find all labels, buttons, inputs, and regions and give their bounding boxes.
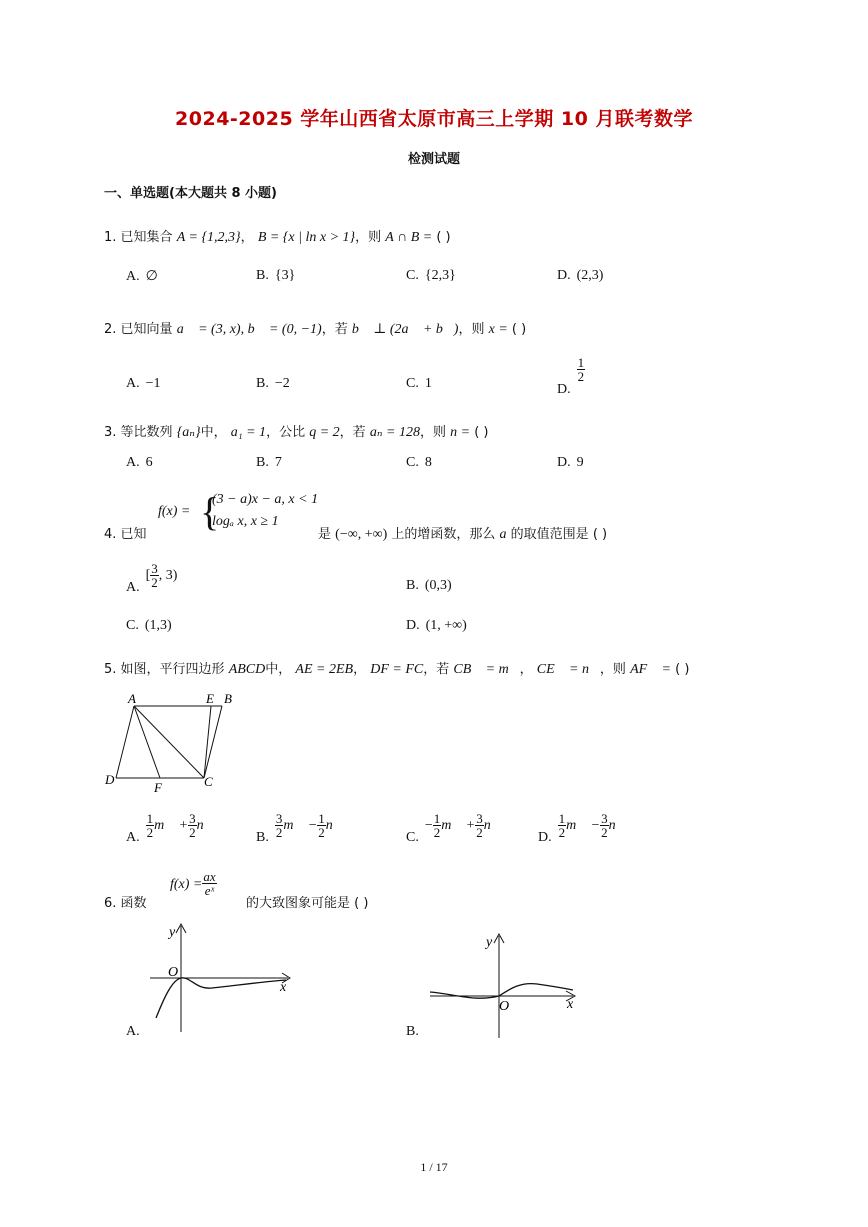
fraction-denominator: 2: [433, 825, 441, 840]
label-b: B: [224, 691, 232, 706]
fraction-numerator: 3: [476, 811, 483, 826]
piece-2: logₐ x, x ≥ 1: [212, 514, 279, 529]
fraction-numerator: ax: [203, 869, 216, 884]
fraction-denominator: 2: [476, 825, 483, 840]
math-expr: x =: [488, 322, 508, 337]
question-text: 中，: [265, 662, 292, 677]
fraction: [146, 812, 155, 839]
question-number: 2.: [104, 322, 117, 337]
question-text: 等比数列: [120, 425, 173, 440]
question-number: 5.: [104, 662, 117, 677]
graph-option-b: [406, 1024, 425, 1040]
curve: [156, 978, 286, 1018]
question-text: ，若: [423, 662, 450, 677]
origin-label: O: [168, 965, 179, 980]
fraction-denominator: eˣ: [204, 883, 215, 898]
question-6-tail: [246, 892, 368, 911]
math-expr: A = {1,2,3}: [176, 230, 241, 245]
option-value: , 3): [158, 568, 178, 583]
math-expr: q = 2: [309, 425, 340, 440]
option-label: A.: [126, 269, 140, 284]
option-label: A.: [126, 830, 140, 845]
fraction: [577, 356, 586, 383]
vector-term: n⃗: [196, 818, 215, 833]
option-label: C.: [406, 268, 419, 283]
question-2: [104, 318, 526, 338]
fraction: [600, 812, 609, 839]
option-label: B.: [256, 268, 269, 283]
fraction: [317, 812, 326, 839]
origin-label: O: [499, 999, 510, 1014]
option-label: C.: [406, 830, 419, 845]
fraction-numerator: 1: [558, 811, 566, 826]
option-d: [406, 618, 467, 634]
answer-paren: ( ): [354, 896, 369, 911]
math-expr: a⃗ = (3, x), b⃗ = (0, −1): [176, 322, 322, 337]
question-text: ，则: [458, 322, 485, 337]
separator: ，: [353, 662, 367, 677]
option-label: A.: [126, 1024, 140, 1039]
label-e: E: [206, 691, 214, 706]
fraction-numerator: 3: [601, 811, 608, 826]
graph-a: [140, 918, 310, 1038]
question-text: 函数: [120, 896, 147, 911]
question-text: ，则: [599, 662, 626, 677]
answer-paren: ( ): [511, 322, 527, 337]
option-a: [126, 811, 215, 845]
question-text: ，公比: [266, 425, 306, 440]
option-d: [557, 455, 584, 471]
math-expr: AE = 2EB: [295, 662, 354, 677]
math-expr: DF = FC: [370, 662, 424, 677]
option-value: 9: [576, 455, 584, 470]
option-value: (0,3): [424, 578, 452, 593]
answer-paren: ( ): [675, 662, 690, 677]
option-c: [406, 268, 456, 284]
function-definition: [170, 870, 217, 897]
option-label: A.: [126, 376, 140, 391]
option-label: D.: [538, 830, 552, 845]
question-4-lead: [104, 523, 147, 542]
edge-da: [116, 706, 134, 778]
math-expr: a₁ = 1: [230, 425, 267, 440]
fraction-denominator: 2: [189, 825, 196, 840]
fraction: [558, 812, 567, 839]
label-f: F: [154, 780, 162, 795]
math-expr: b⃗ ⊥ (2a⃗ + b⃗): [351, 322, 459, 337]
question-text: 的取值范围是: [510, 527, 589, 542]
question-text: ，若: [321, 322, 348, 337]
question-3: [104, 421, 488, 441]
question-text: ，若: [339, 425, 366, 440]
fraction-denominator: 2: [577, 369, 585, 384]
math-expr: {aₙ}: [176, 425, 201, 440]
question-6-lead: [104, 892, 147, 911]
question-text: 已知集合: [120, 230, 173, 245]
edge-bc: [204, 706, 222, 778]
option-b: [256, 811, 344, 845]
math-expr: (−∞, +∞): [335, 527, 388, 542]
diagonal-ac: [134, 706, 204, 778]
option-label: B.: [406, 1024, 419, 1039]
option-a: [126, 376, 161, 392]
option-value: 8: [424, 455, 432, 470]
section-heading: 一、单选题(本大题共 8 小题): [104, 186, 277, 201]
vector-term: m⃗ −: [566, 818, 601, 833]
option-label: D.: [557, 268, 571, 283]
option-value: ∅: [145, 269, 158, 284]
question-text: ，则: [419, 425, 446, 440]
math-expr: aₙ = 128: [369, 425, 420, 440]
option-value: 1: [424, 376, 432, 391]
answer-paren: ( ): [592, 527, 608, 542]
fraction-numerator: 1: [318, 811, 325, 826]
question-text: ，则: [355, 230, 382, 245]
option-b: [256, 455, 282, 471]
option-label: B.: [406, 578, 419, 593]
answer-paren: ( ): [474, 425, 489, 440]
document-subtitle: 检测试题: [407, 152, 460, 167]
option-bracket: [: [145, 568, 151, 583]
question-number: 6.: [104, 896, 117, 911]
vector-term: n⃗: [483, 818, 502, 833]
option-d: [557, 268, 603, 284]
math-expr: ABCD: [228, 662, 266, 677]
option-d: [538, 811, 627, 845]
option-a: [126, 268, 158, 285]
question-number: 1.: [104, 230, 117, 245]
fraction-numerator: 3: [189, 811, 196, 826]
option-label: A.: [126, 580, 140, 595]
option-label: A.: [126, 455, 140, 470]
option-c: [406, 376, 432, 392]
math-expr: f(x) =: [170, 877, 203, 892]
vector-term: m⃗ −: [283, 818, 318, 833]
piecewise-function-name: f(x) =: [158, 504, 191, 519]
question-number: 3.: [104, 425, 117, 440]
x-label: x: [567, 997, 574, 1012]
fraction-denominator: 2: [558, 825, 566, 840]
label-c: C: [204, 774, 213, 789]
fraction-numerator: 1: [146, 811, 154, 826]
question-text: 已知向量: [120, 322, 173, 337]
option-b: [406, 578, 452, 594]
option-value: (1,3): [144, 618, 172, 633]
option-c: [406, 455, 432, 471]
math-expr: CB⃗ = m⃗: [453, 662, 520, 677]
question-text: 如图，平行四边形: [120, 662, 225, 677]
question-text: 是: [318, 527, 332, 542]
segment-af: [134, 706, 160, 778]
option-c: [406, 811, 502, 845]
vector-term: n⃗: [325, 818, 344, 833]
x-label: x: [280, 980, 287, 995]
option-a: [126, 455, 153, 471]
vector-term: m⃗ +: [441, 818, 476, 833]
y-label: y: [169, 925, 176, 940]
separator: ，: [240, 230, 254, 245]
math-expr: AF⃗ =: [630, 662, 672, 677]
y-label: y: [486, 935, 493, 950]
option-value: −2: [274, 376, 290, 391]
label-a: A: [128, 691, 136, 706]
question-text: 已知: [120, 527, 147, 542]
graph-option-a: [126, 1024, 146, 1040]
vector-term: m⃗ +: [154, 818, 189, 833]
fraction-denominator: 2: [318, 825, 325, 840]
fraction: [150, 562, 159, 589]
option-label: C.: [406, 455, 419, 470]
math-expr: B = {x | ln x > 1}: [257, 230, 356, 245]
option-value: (1, +∞): [425, 618, 467, 633]
fraction-denominator: 2: [146, 825, 154, 840]
question-1: [104, 226, 451, 246]
fraction-denominator: 2: [275, 825, 283, 840]
fraction: [475, 812, 484, 839]
option-label: C.: [126, 618, 139, 633]
fraction-numerator: 1: [433, 811, 441, 826]
option-label: D.: [557, 455, 571, 470]
question-text: 的大致图象可能是: [246, 896, 351, 911]
option-label: D.: [557, 382, 571, 397]
segment-ce: [204, 706, 211, 778]
option-value: 6: [145, 455, 153, 470]
fraction-numerator: 3: [151, 561, 158, 576]
fraction: [188, 812, 197, 839]
fraction: [433, 812, 442, 839]
piecewise-brace: {: [200, 489, 220, 534]
option-value: −1: [145, 376, 161, 391]
question-text: 上的增函数，那么: [391, 527, 496, 542]
option-label: B.: [256, 830, 269, 845]
graph-b: [425, 928, 585, 1040]
math-expr: n =: [450, 425, 471, 440]
question-text: 中，: [200, 425, 227, 440]
option-label: B.: [256, 455, 269, 470]
question-number: 4.: [104, 527, 117, 542]
document-title: 2024-2025 学年山西省太原市高三上学期 10 月联考数学: [175, 108, 693, 130]
page-number: 1 / 17: [420, 1160, 448, 1174]
option-label: D.: [406, 618, 420, 633]
answer-paren: ( ): [436, 230, 451, 245]
fraction-denominator: 2: [601, 825, 608, 840]
parallelogram-figure: [100, 688, 240, 796]
option-a: [126, 561, 178, 595]
option-label: C.: [406, 376, 419, 391]
question-5: [104, 658, 689, 678]
sign: −: [424, 818, 433, 833]
option-b: [256, 376, 290, 392]
math-expr: A ∩ B =: [385, 230, 433, 245]
fraction: [202, 870, 216, 897]
option-c: [126, 618, 172, 634]
math-expr: a: [499, 527, 507, 542]
fraction-numerator: 1: [577, 355, 585, 370]
option-d: [557, 355, 585, 397]
option-value: {2,3}: [424, 268, 456, 283]
label-d: D: [105, 772, 115, 787]
question-4-tail: [318, 523, 607, 543]
fraction-numerator: 3: [275, 811, 283, 826]
option-b: [256, 268, 295, 284]
option-value: (2,3): [576, 268, 604, 283]
math-expr: CE⃗ = n⃗: [536, 662, 600, 677]
option-value: 7: [274, 455, 282, 470]
option-label: B.: [256, 376, 269, 391]
fraction-denominator: 2: [151, 575, 158, 590]
option-value: {3}: [274, 268, 296, 283]
separator: ，: [519, 662, 533, 677]
vector-term: n⃗: [608, 818, 627, 833]
piece-1: (3 − a)x − a, x < 1: [212, 492, 319, 507]
